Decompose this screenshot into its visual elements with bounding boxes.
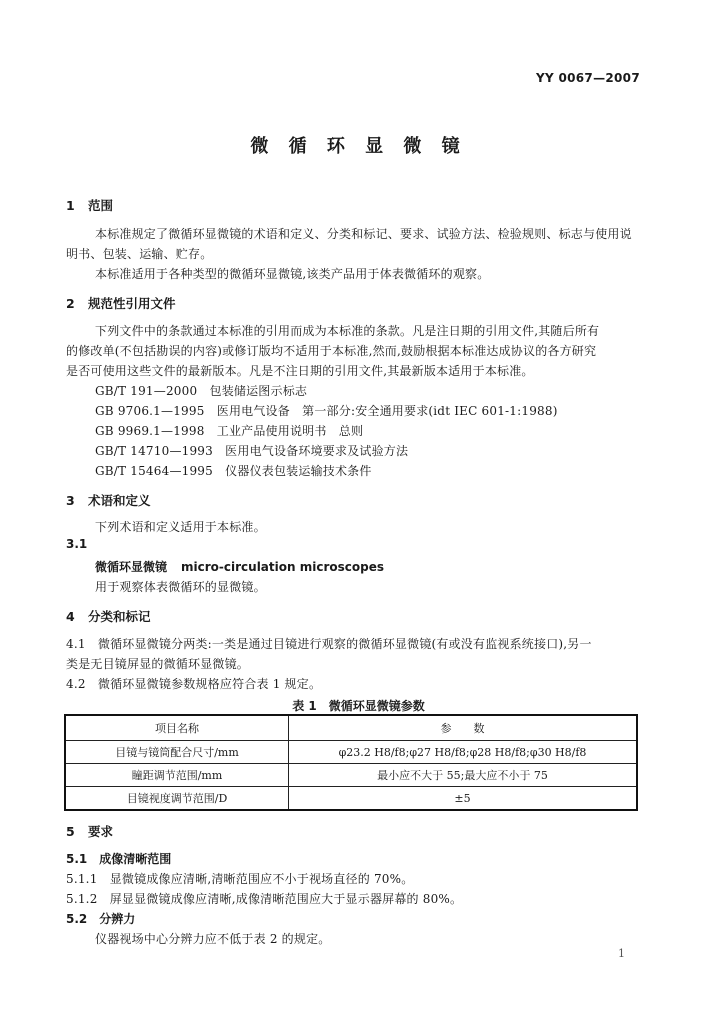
section-2-para-line-1: 下列文件中的条款通过本标准的引用而成为本标准的条款。凡是注日期的引用文件,其随后所有 <box>95 324 600 338</box>
section-5-number: 5 <box>66 824 75 839</box>
term-definition: 用于观察体表微循环的显微镜。 <box>95 580 266 594</box>
parameters-table <box>64 714 638 811</box>
normative-reference: GB/T 15464—1995 仪器仪表包装运输技术条件 <box>95 464 372 478</box>
clause-4-2: 4.2 微循环显微镜参数规格应符合表 1 规定。 <box>66 677 322 691</box>
section-1-number: 1 <box>66 198 75 213</box>
section-1-title: 范围 <box>88 198 114 213</box>
clause-5-2-text: 仪器视场中心分辨力应不低于表 2 的规定。 <box>95 932 331 946</box>
normative-reference: GB 9706.1—1995 医用电气设备 第一部分:安全通用要求(idt IEC 601-1:1988) <box>95 404 558 418</box>
table-header-row <box>65 715 637 741</box>
term-chinese: 微循环显微镜 <box>95 560 168 574</box>
clause-5-1-1: 5.1.1 显微镜成像应清晰,清晰范围应不小于视场直径的 70%。 <box>66 872 414 886</box>
section-3-title: 术语和定义 <box>88 493 151 508</box>
section-2-title: 规范性引用文件 <box>88 296 176 311</box>
section-4-number: 4 <box>66 609 75 624</box>
section-1-heading <box>66 196 113 214</box>
table-cell: 瞳距调节范围/mm <box>65 764 289 787</box>
document-title: 微 循 环 显 微 镜 <box>250 136 467 157</box>
clause-3-1-number: 3.1 <box>66 537 88 551</box>
table-1-caption: 表 1 微循环显微镜参数 <box>292 699 425 713</box>
section-2-para-line-3: 是否可使用这些文件的最新版本。凡是不注日期的引用文件,其最新版本适用于本标准。 <box>66 364 534 378</box>
page-number: 1 <box>618 947 625 960</box>
clause-4-1-line-2: 类是无目镜屏显的微循环显微镜。 <box>66 657 250 671</box>
section-2-heading <box>66 294 176 312</box>
table-cell: φ23.2 H8/f8;φ27 H8/f8;φ28 H8/f8;φ30 H8/f8 <box>289 741 638 764</box>
section-3-intro: 下列术语和定义适用于本标准。 <box>95 520 266 534</box>
section-1-para-1-line-2: 明书、包装、运输、贮存。 <box>66 247 213 261</box>
standard-number: YY 0067—2007 <box>536 71 640 85</box>
table-header-cell: 参 数 <box>289 715 638 741</box>
table-cell: 目镜与镜筒配合尺寸/mm <box>65 741 289 764</box>
section-3-number: 3 <box>66 493 75 508</box>
section-1-para-2: 本标准适用于各种类型的微循环显微镜,该类产品用于体表微循环的观察。 <box>95 267 490 281</box>
section-5-title: 要求 <box>88 824 114 839</box>
table-header-cell: 项目名称 <box>65 715 289 741</box>
table-row <box>65 741 637 764</box>
section-5-heading <box>66 822 113 840</box>
table-cell: ±5 <box>289 787 638 811</box>
normative-reference: GB/T 191—2000 包装储运图示标志 <box>95 384 308 398</box>
clause-4-1-line-1: 4.1 微循环显微镜分两类:一类是通过目镜进行观察的微循环显微镜(有或没有监视系统接口),另一 <box>66 637 592 651</box>
section-2-para-line-2: 的修改单(不包括勘误的内容)或修订版均不适用于本标准,然而,鼓励根据本标准达成协议的各方研究 <box>66 344 597 358</box>
section-2-number: 2 <box>66 296 75 311</box>
section-4-heading <box>66 607 151 625</box>
normative-reference: GB 9969.1—1998 工业产品使用说明书 总则 <box>95 424 364 438</box>
table-row <box>65 764 637 787</box>
section-1-para-1-line-1: 本标准规定了微循环显微镜的术语和定义、分类和标记、要求、试验方法、检验规则、标志与使用说 <box>95 227 632 241</box>
clause-5-1-heading: 5.1 成像清晰范围 <box>66 852 172 866</box>
clause-5-2-heading: 5.2 分辨力 <box>66 912 136 926</box>
table-row <box>65 787 637 811</box>
table-cell: 最小应不大于 55;最大应不小于 75 <box>289 764 638 787</box>
clause-5-1-2: 5.1.2 屏显显微镜成像应清晰,成像清晰范围应大于显示器屏幕的 80%。 <box>66 892 463 906</box>
normative-reference: GB/T 14710—1993 医用电气设备环境要求及试验方法 <box>95 444 409 458</box>
table-cell: 目镜视度调节范围/D <box>65 787 289 811</box>
term-english: micro-circulation microscopes <box>181 560 384 574</box>
term-entry <box>95 558 384 575</box>
section-4-title: 分类和标记 <box>88 609 151 624</box>
section-3-heading <box>66 491 151 509</box>
